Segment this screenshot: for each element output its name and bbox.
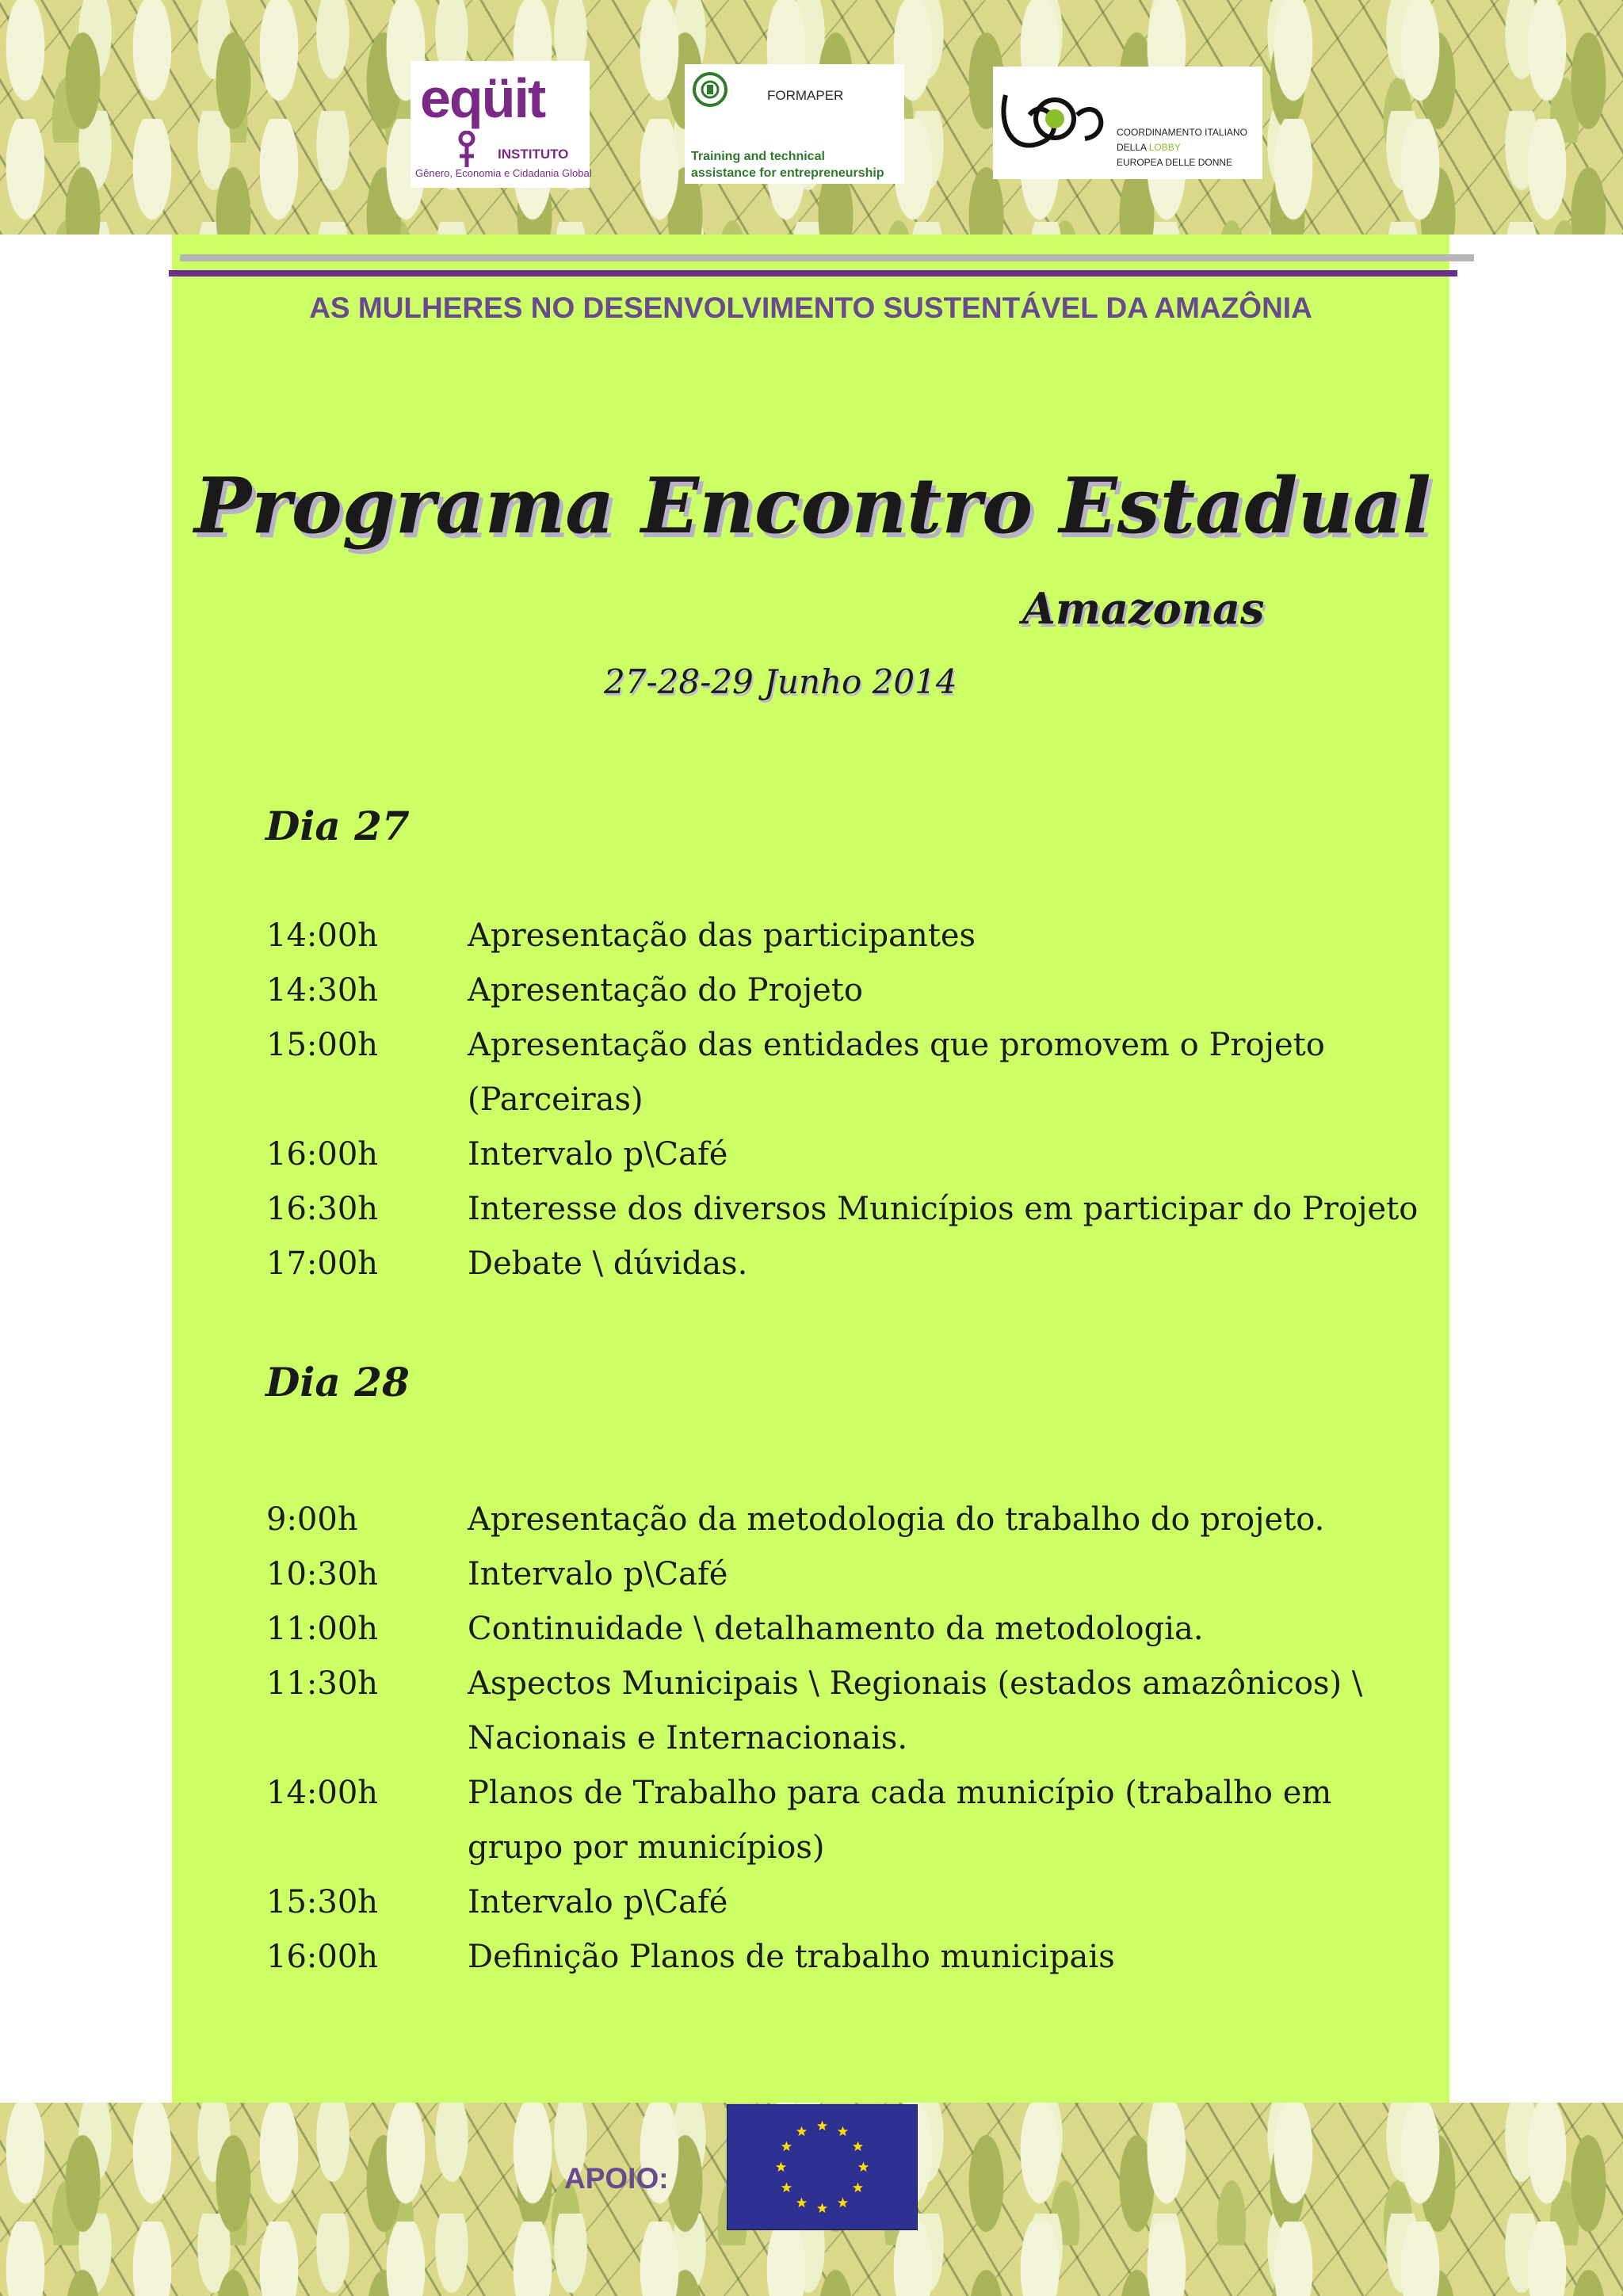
support-label: APOIO: [564, 2162, 669, 2195]
divider-purple [169, 270, 1457, 277]
schedule-time: 16:00h [266, 1136, 379, 1173]
lobby-line-3: EUROPEA DELLE DONNE [1117, 157, 1233, 168]
day-28-schedule [266, 1493, 1431, 1985]
schedule-time: 15:00h [266, 1027, 379, 1063]
schedule-row [266, 1182, 1431, 1237]
formaper-name: FORMAPER [767, 88, 844, 103]
schedule-description: Debate \ dúvidas. [468, 1245, 748, 1282]
schedule-description: Apresentação do Projeto [468, 972, 863, 1009]
schedule-description: Intervalo p\Café [468, 1556, 728, 1592]
schedule-time: 9:00h [266, 1501, 358, 1538]
schedule-description: Definição Planos de trabalho municipais [468, 1939, 1115, 1975]
schedule-description: Intervalo p\Café [468, 1136, 728, 1173]
schedule-time: 16:30h [266, 1191, 379, 1227]
schedule-row [266, 1127, 1431, 1182]
formaper-tagline-2: assistance for entrepreneurship [691, 166, 884, 180]
formaper-tagline-1: Training and technical [691, 150, 825, 163]
lobby-line-2b: LOBBY [1148, 142, 1181, 153]
venus-symbol-icon [458, 131, 475, 169]
schedule-row [266, 909, 1431, 963]
schedule-time: 14:30h [266, 972, 379, 1009]
schedule-time: 11:30h [266, 1665, 379, 1702]
lobby-line-1: COORDINAMENTO ITALIANO [1117, 127, 1247, 138]
schedule-time: 10:30h [266, 1556, 379, 1592]
schedule-row [266, 1237, 1431, 1291]
schedule-time: 11:00h [266, 1611, 379, 1647]
lobby-emblem-icon [998, 79, 1117, 158]
equit-instituto: INSTITUTO [498, 147, 569, 162]
program-title: Programa Encontro Estadual [194, 461, 1431, 551]
schedule-description: Continuidade \ detalhamento da metodologia. [468, 1611, 1204, 1647]
schedule-row [266, 1493, 1431, 1547]
schedule-description: Apresentação das participantes [468, 917, 976, 954]
day-28-title: Dia 28 [265, 1359, 410, 1405]
schedule-time: 14:00h [266, 917, 379, 954]
lobby-line-2a: DELLA [1117, 142, 1149, 153]
schedule-row [266, 1018, 1431, 1127]
lobby-text [1117, 125, 1247, 170]
day-27-schedule [266, 909, 1431, 1291]
schedule-row [266, 963, 1431, 1018]
formaper-tagline [691, 148, 884, 181]
equit-logo [411, 61, 590, 188]
program-dates: 27-28-29 Junho 2014 [604, 662, 957, 701]
schedule-description: Apresentação das entidades que promovem o Projeto (Parceiras) [468, 1027, 1325, 1118]
eu-flag-icon [727, 2104, 918, 2230]
schedule-description: Interesse dos diversos Municípios em participar do Projeto [468, 1191, 1419, 1227]
schedule-row [266, 1766, 1431, 1875]
formaper-emblem-icon [691, 71, 729, 109]
day-27-title: Dia 27 [265, 803, 410, 849]
formaper-logo [685, 64, 904, 184]
program-subtitle: Amazonas [1022, 583, 1265, 634]
schedule-row [266, 1875, 1431, 1930]
schedule-description: Intervalo p\Café [468, 1884, 728, 1920]
schedule-description: Apresentação da metodologia do trabalho do projeto. [468, 1501, 1325, 1538]
schedule-time: 17:00h [266, 1245, 379, 1282]
project-title: AS MULHERES NO DESENVOLVIMENTO SUSTENTÁVEL DA AMAZÔNIA [309, 292, 1312, 324]
schedule-row [266, 1547, 1431, 1602]
schedule-description: Aspectos Municipais \ Regionais (estados amazônicos) \ Nacionais e Internacionais. [468, 1665, 1363, 1756]
schedule-row [266, 1657, 1431, 1766]
lobby-logo [993, 67, 1262, 179]
divider-gray [180, 254, 1474, 261]
schedule-time: 16:00h [266, 1939, 379, 1975]
schedule-row [266, 1602, 1431, 1657]
schedule-time: 15:30h [266, 1884, 379, 1920]
schedule-row [266, 1930, 1431, 1985]
schedule-time: 14:00h [266, 1775, 379, 1811]
equit-wordmark: eqüit [420, 67, 545, 129]
schedule-description: Planos de Trabalho para cada município (trabalho em grupo por municípios) [468, 1775, 1332, 1866]
equit-tagline: Gênero, Economia e Cidadania Global [415, 167, 592, 179]
